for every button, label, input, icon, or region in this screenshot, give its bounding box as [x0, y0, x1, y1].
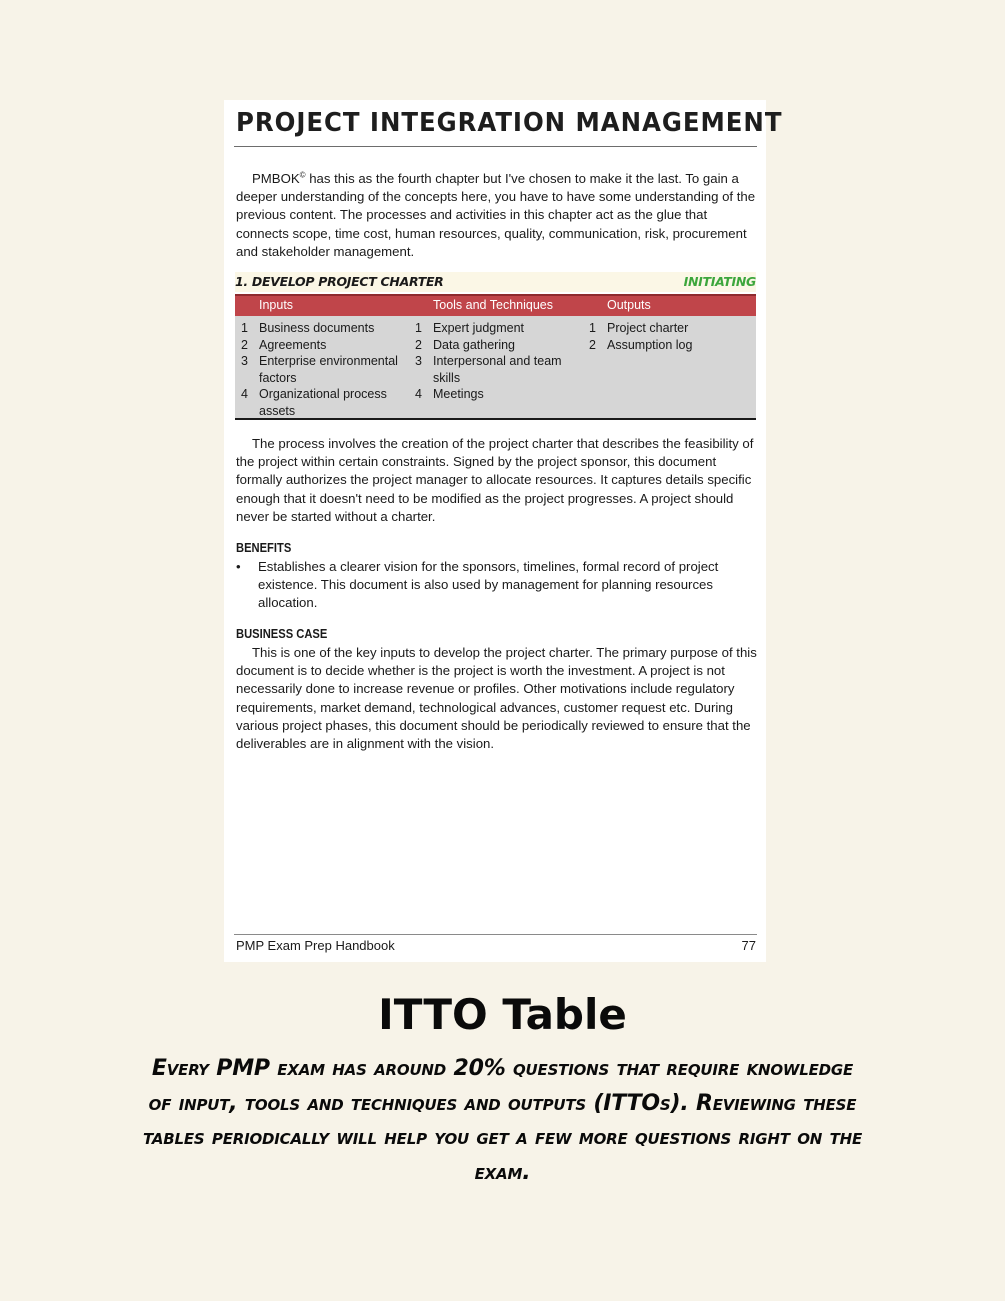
inputs-header: Inputs — [259, 298, 294, 312]
itto-header-row — [235, 294, 756, 316]
outputs-item-text: Project charter — [607, 321, 689, 335]
footer-divider — [234, 934, 757, 935]
inputs-item-text: Agreements — [259, 337, 327, 352]
footer-book-title: PMP Exam Prep Handbook — [236, 938, 395, 953]
inputs-item-text: Organizational process assets — [259, 387, 387, 418]
tools-item-text: Expert judgment — [433, 321, 525, 335]
inputs-item-text: Business documents — [259, 321, 375, 335]
inputs-item-number: 4 — [241, 387, 248, 401]
inputs-item — [235, 353, 403, 386]
footer-page-number: 77 — [741, 938, 756, 953]
tools-item — [409, 337, 577, 354]
itto-table — [235, 294, 756, 420]
tools-header: Tools and Techniques — [433, 298, 553, 312]
benefits-heading: BENEFITS — [236, 540, 292, 555]
tools-item — [409, 320, 577, 337]
copyright-mark: © — [299, 170, 306, 180]
tools-item — [409, 386, 577, 403]
section-title: 1. DEVELOP PROJECT CHARTER — [235, 274, 444, 289]
inputs-item-number: 3 — [241, 354, 248, 368]
itto-caption: Every PMP exam has around 20% questions that require knowledge of input, tools and techniques and outputs (ITTOs). Reviewing these tables periodically will help you get a few more questions right on the exam. — [142, 1056, 863, 1185]
outputs-item — [583, 320, 751, 337]
tools-column — [409, 320, 577, 403]
tools-item-text: Interpersonal and team skills — [433, 354, 562, 385]
tools-item-number: 1 — [415, 321, 422, 335]
outputs-item-text: Assumption log — [607, 337, 693, 352]
business-case-text: This is one of the key inputs to develop the project charter. The primary purpose of this document is to decide whether is the project is worth the investment. A project is not necessarily done to increase revenue or profiles. Other motivations include regulatory requirements, market demand, technological advances, customer request etc. During various project phases, this document should be periodically reviewed to ensure that the deliverables are in alignment with the vision. — [236, 645, 757, 752]
title-divider — [234, 146, 757, 147]
inputs-item-text: Enterprise environmental factors — [259, 354, 398, 385]
tools-item-number: 2 — [415, 337, 422, 352]
tools-item-number: 3 — [415, 354, 422, 368]
tools-item — [409, 353, 577, 386]
inputs-item — [235, 337, 403, 354]
bullet-dot: • — [236, 559, 241, 574]
outputs-item — [583, 337, 751, 354]
inputs-item-number: 1 — [241, 321, 248, 335]
tools-item-number: 4 — [415, 387, 422, 401]
intro-text: has this as the fourth chapter but I've chosen to make it the last. To gain a deeper understanding of the concepts here, you have to have some understanding of the previous content. The processes and activities in this chapter act as the glue that connects scope, time cost, human resources, quality, communication, risk, procurement and stakeholder management. — [236, 171, 756, 259]
inputs-item — [235, 386, 403, 419]
outputs-column — [583, 320, 751, 353]
business-case-paragraph — [236, 644, 758, 753]
benefits-text: Establishes a clearer vision for the sponsors, timelines, formal record of project existence. This document is also used by management for planning resources allocation. — [258, 559, 719, 611]
handbook-page — [224, 100, 783, 962]
process-text: The process involves the creation of the project charter that describes the feasibility of the project within certain constraints. Signed by the project sponsor, this document formally authorizes the project manager to allocate resources. It captures details specific enough that it doesn't need to be modified as the project progresses. A project should never be started without a charter. — [236, 436, 754, 524]
phase-label: INITIATING — [683, 274, 756, 289]
intro-pmbok: PMBOK — [252, 171, 300, 186]
tools-item-text: Meetings — [433, 387, 484, 401]
business-case-heading: BUSINESS CASE — [236, 626, 328, 641]
intro-paragraph — [236, 170, 758, 261]
section-header — [235, 272, 756, 292]
inputs-item — [235, 320, 403, 337]
outputs-header: Outputs — [607, 298, 651, 312]
inputs-column — [235, 320, 403, 419]
inputs-item-number: 2 — [241, 337, 248, 352]
outputs-item-number: 1 — [589, 321, 596, 335]
tools-item-text: Data gathering — [433, 337, 516, 352]
itto-heading: ITTO Table — [378, 990, 627, 1039]
process-paragraph — [236, 435, 758, 526]
chapter-title: PROJECT INTEGRATION MANAGEMENT — [236, 108, 783, 138]
benefits-list-item — [236, 558, 736, 613]
outputs-item-number: 2 — [589, 337, 596, 352]
